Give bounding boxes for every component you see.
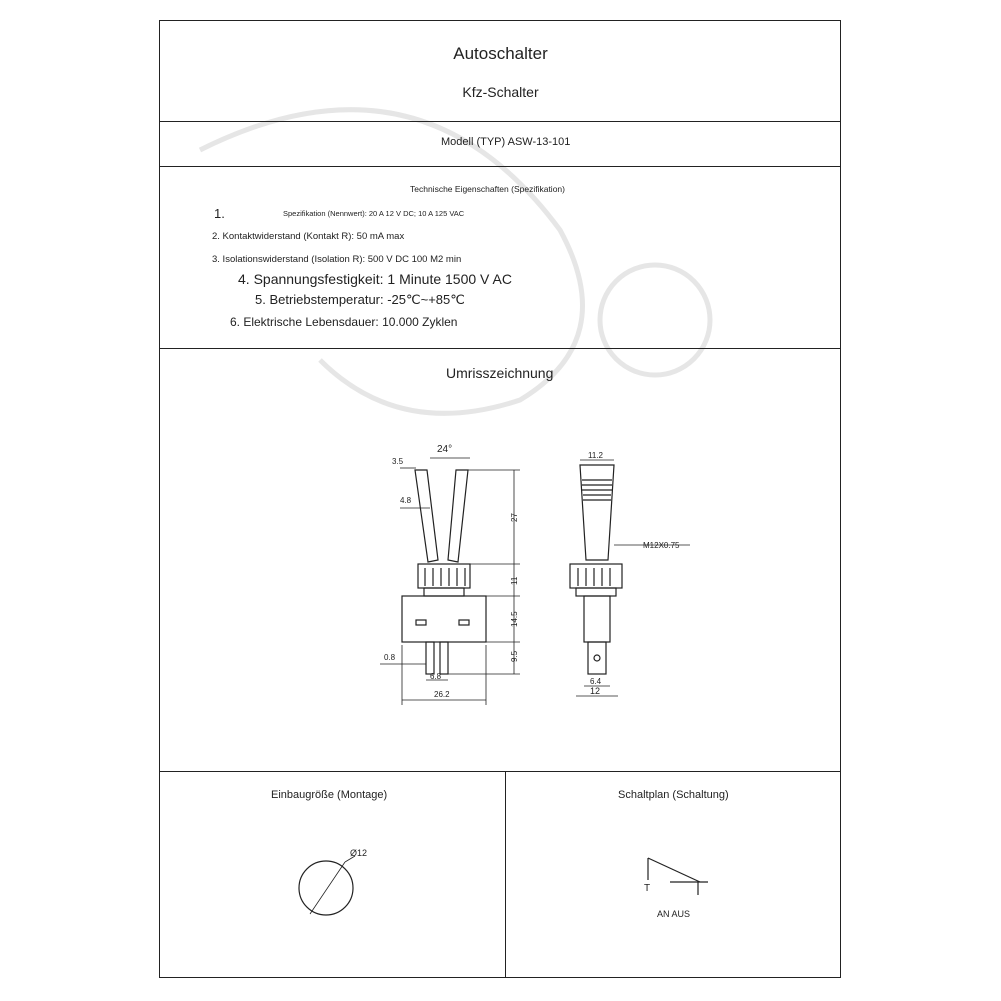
dim-11-2: 11.2: [588, 451, 603, 460]
dim-27: 27: [510, 513, 519, 522]
toggle-lever-front: [580, 465, 614, 560]
spec-item-1: Spezifikation (Nennwert): 20 A 12 V DC; 10 A 125 VAC: [283, 209, 465, 218]
dim-6-4: 6.4: [590, 677, 602, 686]
circuit-symbol: [648, 858, 708, 895]
terminal-front: [588, 642, 606, 674]
circuit-terminal: T: [644, 883, 651, 894]
dim-3-5: 3.5: [392, 457, 404, 466]
dim-12: 12: [590, 686, 601, 696]
mounting-heading: Einbaugröße (Montage): [271, 789, 388, 801]
dim-0-8: 0.8: [384, 653, 396, 662]
spec-item-2: 2. Kontaktwiderstand (Kontakt R): 50 mA max: [212, 231, 405, 242]
terminal: [440, 642, 448, 674]
specs-heading: Technische Eigenschaften (Spezifikation): [410, 184, 565, 194]
mounting-hole: [299, 861, 353, 915]
page-title: Autoschalter: [453, 44, 548, 63]
spec-item-5: 5. Betriebstemperatur: -25℃~+85℃: [255, 292, 465, 307]
dim-angle: 24°: [437, 444, 453, 455]
circuit-states: AN AUS: [657, 909, 691, 919]
dim-4-8: 4.8: [400, 496, 412, 505]
dim-6-8: 6.8: [430, 672, 442, 681]
model-label: Modell (TYP) ASW-13-101: [441, 136, 571, 148]
spec-item-1-number: 1.: [214, 206, 225, 221]
dim-26-2: 26.2: [434, 690, 450, 699]
knurled-nut: [418, 564, 470, 588]
switch-body: [402, 596, 486, 642]
toggle-lever-right: [448, 470, 468, 562]
outline-heading: Umrisszeichnung: [446, 365, 554, 381]
dim-11: 11: [510, 576, 519, 585]
circuit-heading: Schaltplan (Schaltung): [618, 789, 729, 801]
page-subtitle: Kfz-Schalter: [462, 84, 539, 100]
dim-9-5: 9.5: [510, 650, 519, 662]
dim-14-5: 14.5: [510, 611, 519, 627]
switch-body-front: [584, 596, 610, 642]
spec-item-4: 4. Spannungsfestigkeit: 1 Minute 1500 V AC: [238, 271, 512, 287]
terminal: [426, 642, 434, 674]
spec-item-3: 3. Isolationswiderstand (Isolation R): 500 V DC 100 M2 min: [212, 254, 462, 265]
dim-thread: M12X0.75: [643, 541, 680, 550]
toggle-lever-left: [415, 470, 438, 562]
spec-item-6: 6. Elektrische Lebensdauer: 10.000 Zyklen: [230, 315, 458, 329]
mounting-diameter: Ø12: [350, 848, 368, 858]
